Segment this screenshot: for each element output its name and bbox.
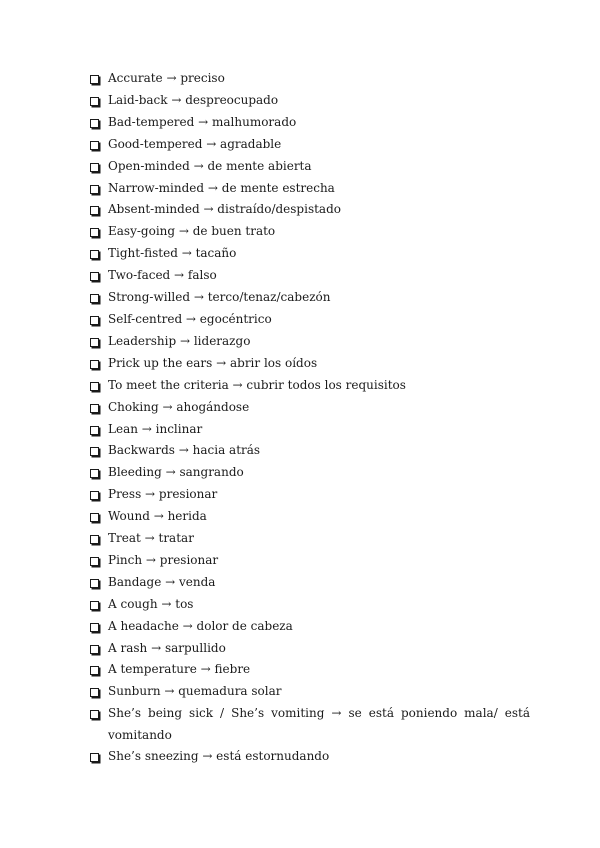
checkbox-bullet-icon [90,710,99,719]
list-item [90,550,530,572]
checkbox-bullet-icon [90,491,99,500]
item-text: Two-faced → falso [108,268,217,283]
checkbox-bullet-icon [90,404,99,413]
item-text: Wound → herida [108,509,207,524]
list-item [90,221,530,243]
list-item [90,199,530,221]
vocabulary-list [90,68,530,768]
item-text: A cough → tos [108,596,194,611]
checkbox-bullet-icon [90,163,99,172]
list-item [90,572,530,594]
item-text: Bad-tempered → malhumorado [108,114,297,129]
item-text: Self-centred → egocéntrico [108,311,272,326]
item-text: A headache → dolor de cabeza [108,618,293,633]
item-text: Accurate → preciso [108,71,225,85]
item-text: Backwards → hacia atrás [108,443,261,458]
list-item [90,419,530,441]
checkbox-bullet-icon [90,426,99,435]
checkbox-bullet-icon [90,119,99,128]
item-text: She’s being sick / She’s vomiting → se está poniendo mala/ está vomitando [108,706,530,742]
item-text: Sunburn → quemadura solar [108,684,282,699]
item-text: Absent-minded → distraído/despistado [108,202,341,217]
checkbox-bullet-icon [90,272,99,281]
item-text: Good-tempered → agradable [108,136,282,151]
item-text: Laid-back → despreocupado [108,92,279,107]
checkbox-bullet-icon [90,250,99,259]
item-text: Lean → inclinar [108,421,203,436]
checkbox-bullet-icon [90,75,99,84]
checkbox-bullet-icon [90,579,99,588]
list-item [90,309,530,331]
list-item [90,681,530,703]
item-text: Pinch → presionar [108,552,219,567]
list-item [90,484,530,506]
item-text: Prick up the ears → abrir los oídos [108,355,318,370]
checkbox-bullet-icon [90,316,99,325]
checkbox-bullet-icon [90,623,99,632]
checkbox-bullet-icon [90,294,99,303]
item-text: She’s sneezing → está estornudando [108,749,330,764]
list-item [90,331,530,353]
item-text: Tight-fisted → tacaño [108,246,237,261]
checkbox-bullet-icon [90,382,99,391]
item-text: Bleeding → sangrando [108,465,244,480]
list-item [90,134,530,156]
item-text: Strong-willed → terco/tenaz/cabezón [108,290,331,305]
checkbox-bullet-icon [90,447,99,456]
checkbox-bullet-icon [90,601,99,610]
list-item [90,375,530,397]
list-item [90,112,530,134]
list-item [90,90,530,112]
item-text: A rash → sarpullido [108,640,226,655]
list-item [90,178,530,200]
checkbox-bullet-icon [90,535,99,544]
list-item [90,397,530,419]
checkbox-bullet-icon [90,141,99,150]
list-item [90,462,530,484]
list-item [90,638,530,660]
checkbox-bullet-icon [90,666,99,675]
list-item [90,506,530,528]
checkbox-bullet-icon [90,469,99,478]
list-item [90,265,530,287]
item-text: Choking → ahogándose [108,399,250,414]
list-item [90,746,530,768]
list-item [90,594,530,616]
item-text: Easy-going → de buen trato [108,224,276,239]
item-text: Bandage → venda [108,574,216,589]
checkbox-bullet-icon [90,228,99,237]
list-item [90,243,530,265]
item-text: A temperature → fiebre [108,662,251,677]
checkbox-bullet-icon [90,645,99,654]
list-item [90,156,530,178]
checkbox-bullet-icon [90,513,99,522]
list-item [90,703,530,746]
item-text: Press → presionar [108,487,218,502]
list-item [90,287,530,309]
list-item [90,659,530,681]
item-text: Leadership → liderazgo [108,333,251,348]
checkbox-bullet-icon [90,753,99,762]
list-item [90,528,530,550]
list-item [90,353,530,375]
checkbox-bullet-icon [90,360,99,369]
checkbox-bullet-icon [90,688,99,697]
checkbox-bullet-icon [90,557,99,566]
item-text: To meet the criteria → cubrir todos los requisitos [108,377,406,392]
item-text: Narrow-minded → de mente estrecha [108,180,335,195]
checkbox-bullet-icon [90,206,99,215]
list-item [90,616,530,638]
checkbox-bullet-icon [90,97,99,106]
list-item [90,68,530,90]
list-item [90,440,530,462]
item-text: Open-minded → de mente abierta [108,158,312,173]
item-text: Treat → tratar [108,531,194,546]
checkbox-bullet-icon [90,185,99,194]
checkbox-bullet-icon [90,338,99,347]
